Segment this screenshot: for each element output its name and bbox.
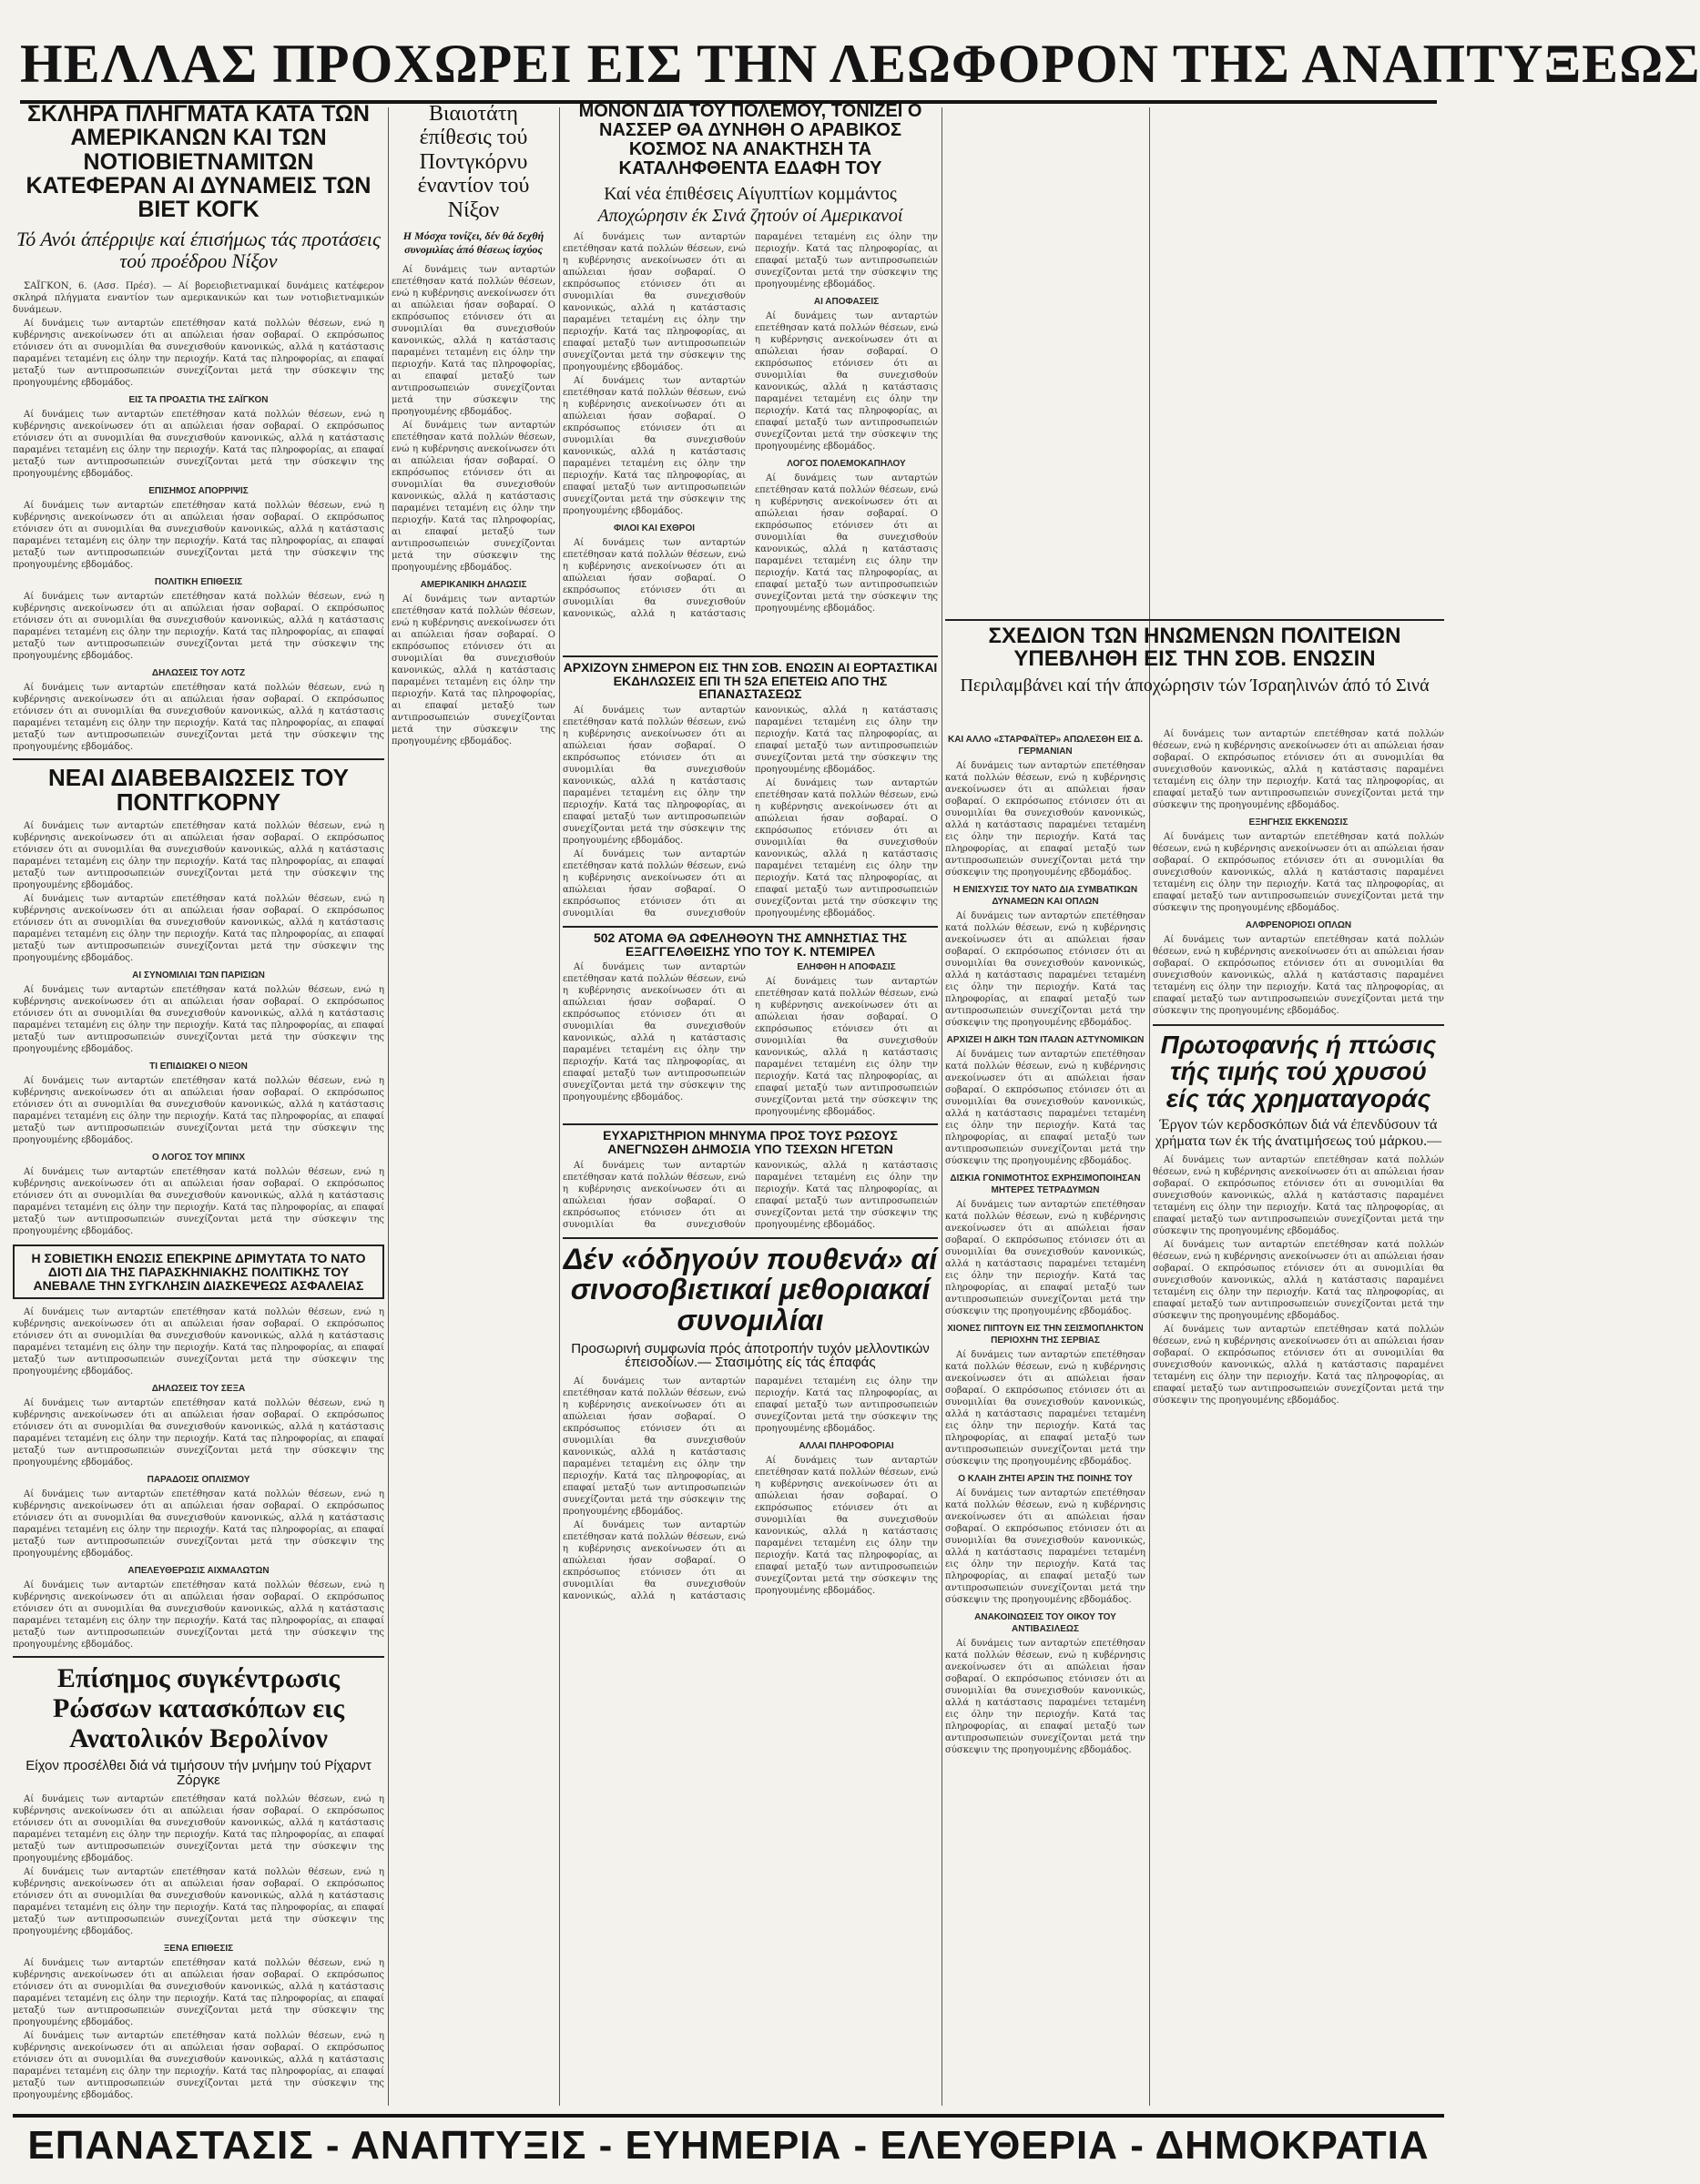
article-paragraph: Αί δυνάμεις των ανταρτών επετέθησαν κατά πολλών θέσεων, ενώ η κυβέρνησις ανεκοίνωσεν ότι αι απώλειαι ήσαν σοβαραί. Ο εκπρόσωπος ετόνισεν ότι αι συνομιλίαι θα συνεχισθούν κανονικώς, αλλά η κατάστασις παραμένει τεταμένη εις όλην την περιοχήν. Κατά τας πληροφορίας, αι επαφαί μεταξύ των αντιπροσωπειών συνεχίζονται μετά την σύσκεψιν της προηγουμένης εβδομάδος. [755,473,938,614]
section-rule [13,1656,384,1658]
section-heading: ΤΙ ΕΠΙΔΙΩΚΕΙ Ο ΝΙΞΟΝ [149,1062,248,1072]
article-paragraph: Αί δυνάμεις των ανταρτών επετέθησαν κατά πολλών θέσεων, ενώ η κυβέρνησις ανεκοίνωσεν ότι αι απώλειαι ήσαν σοβαραί. Ο εκπρόσωπος ετόνισεν ότι αι συνομιλίαι θα συνεχισθούν κανονικώς, αλλά η κατάστασις παραμένει τεταμένη εις όλην την περιοχήν. Κατά τας πληροφορίας, αι επαφαί μεταξύ των αντιπροσωπειών συνεχίζονται μετά την σύσκεψιν της προηγουμένης εβδομάδος. [563,232,746,372]
section-heading: ΞΕΝΑ ΕΠΙΘΕΣΙΣ [163,1943,234,1954]
headline-podgorny-reassurances: ΝΕΑΙ ΔΙΑΒΕΒΑΙΩΣΕΙΣ ΤΟΥ ΠΟΝΤΓΚΟΡΝΥ [47,763,350,816]
article-gold-body [1153,1154,1444,1407]
article-paragraph: Αί δυνάμεις των ανταρτών επετέθησαν κατά πολλών θέσεων, ενώ η κυβέρνησις ανεκοίνωσεν ότι αι απώλειαι ήσαν σοβαραί. Ο εκπρόσωπος ετόνισεν ότι αι συνομιλίαι θα συνεχισθούν κανονικώς, αλλά η κατάστασις παραμένει τεταμένη εις όλην την περιοχήν. Κατά τας πληροφορίας, αι επαφαί μεταξύ των αντιπροσωπειών συνεχίζονται μετά την σύσκεψιν της προηγουμένης εβδομάδος. [392,594,555,747]
section-heading: ΑΜΕΡΙΚΑΝΙΚΗ ΔΗΛΩΣΙΣ [420,579,527,590]
article-paragraph: Αί δυνάμεις των ανταρτών επετέθησαν κατά πολλών θέσεων, ενώ η κυβέρνησις ανεκοίνωσεν ότι αι απώλειαι ήσαν σοβαραί. Ο εκπρόσωπος ετόνισεν ότι αι συνομιλίαι θα συνεχισθούν κανονικώς, αλλά η κατάστασις παραμένει τεταμένη εις όλην την περιοχήν. Κατά τας πληροφορίας, αι επαφαί μεταξύ των αντιπροσωπειών συνεχίζονται μετά την σύσκεψιν της προηγουμένης εβδομάδος. [755,311,938,452]
briefs-body [945,734,1145,1756]
article-paragraph: Αί δυνάμεις των ανταρτών επετέθησαν κατά πολλών θέσεων, ενώ η κυβέρνησις ανεκοίνωσεν ότι αι απώλειαι ήσαν σοβαραί. Ο εκπρόσωπος ετόνισεν ότι αι συνομιλίαι θα συνεχισθούν κανονικώς, αλλά η κατάστασις παραμένει τεταμένη εις όλην την περιοχήν. Κατά τας πληροφορίας, αι επαφαί μεταξύ των αντιπροσωπειών συνεχίζονται μετά την σύσκεψιν της προηγουμένης εβδομάδος. [945,761,1145,878]
article-talks-body [563,1376,938,1602]
headline-soviet-spies: Επίσημος συγκέντρωσις Ρώσσων κατασκόπων εις Ανατολικόν Βερολίνον [53,1663,344,1754]
section-heading: ΑΛΛΑΙ ΠΛΗΡΟΦΟΡΙΑΙ [799,1441,894,1452]
article-paragraph: Αί δυνάμεις των ανταρτών επετέθησαν κατά πολλών θέσεων, ενώ η κυβέρνησις ανεκοίνωσεν ότι αι απώλειαι ήσαν σοβαραί. Ο εκπρόσωπος ετόνισεν ότι αι συνομιλίαι θα συνεχισθούν κανονικώς, αλλά η κατάστασις παραμένει τεταμένη εις όλην την περιοχήν. Κατά τας πληροφορίας, αι επαφαί μεταξύ των αντιπροσωπειών συνεχίζονται μετά την σύσκεψιν της προηγουμένης εβδομάδος. [1153,1325,1444,1407]
section-heading: ΚΑΙ ΑΛΛΟ «ΣΤΑΡΦΑΪΤΕΡ» ΑΠΩΛΕΣΘΗ ΕΙΣ Δ. ΓΕΡΜΑΝΙΑΝ [947,735,1144,757]
column-divider [388,107,389,2106]
page-footer-slogan: ΕΠΑΝΑΣΤΑΣΙΣ - ΑΝΑΠΤΥΞΙΣ - ΕΥΗΜΕΡΙΑ - ΕΛΕΥΘΕΡΙΑ - ΔΗΜΟΚΡΑΤΙΑ [13,2114,1444,2174]
article-paragraph: Αί δυνάμεις των ανταρτών επετέθησαν κατά πολλών θέσεων, ενώ η κυβέρνησις ανεκοίνωσεν ότι αι απώλειαι ήσαν σοβαραί. Ο εκπρόσωπος ετόνισεν ότι αι συνομιλίαι θα συνεχισθούν κανονικώς, αλλά η κατάστασις παραμένει τεταμένη εις όλην την περιοχήν. Κατά τας πληροφορίας, αι επαφαί μεταξύ των αντιπροσωπειών συνεχίζονται μετά την σύσκεψιν της προηγουμένης εβδομάδος. [13,985,384,1055]
article-paragraph: Αί δυνάμεις των ανταρτών επετέθησαν κατά πολλών θέσεων, ενώ η κυβέρνησις ανεκοίνωσεν ότι αι απώλειαι ήσαν σοβαραί. Ο εκπρόσωπος ετόνισεν ότι αι συνομιλίαι θα συνεχισθούν κανονικώς, αλλά η κατάστασις παραμένει τεταμένη εις όλην την περιοχήν. Κατά τας πληροφορίας, αι επαφαί μεταξύ των αντιπροσωπειών συνεχίζονται μετά την σύσκεψιν της προηγουμένης εβδομάδος. [1153,832,1444,913]
section-heading: ΑΝΑΚΟΙΝΩΣΕΙΣ ΤΟΥ ΟΙΚΟΥ ΤΟΥ ΑΝΤΙΒΑΣΙΛΕΩΣ [974,1612,1116,1634]
article-paragraph: Αί δυνάμεις των ανταρτών επετέθησαν κατά πολλών θέσεων, ενώ η κυβέρνησις ανεκοίνωσεν ότι αι απώλειαι ήσαν σοβαραί. Ο εκπρόσωπος ετόνισεν ότι αι συνομιλίαι θα συνεχισθούν κανονικώς, αλλά η κατάστασις παραμένει τεταμένη εις όλην την περιοχήν. Κατά τας πληροφορίας, αι επαφαί μεταξύ των αντιπροσωπειών συνεχίζονται μετά την σύσκεψιν της προηγουμένης εβδομάδος. [1153,729,1444,810]
section-rule [13,758,384,760]
plan-body [1153,728,1444,1017]
box-nato-criticism [13,1244,384,1299]
article-paragraph: Αί δυνάμεις των ανταρτών επετέθησαν κατά πολλών θέσεων, ενώ η κυβέρνησις ανεκοίνωσεν ότι αι απώλειαι ήσαν σοβαραί. Ο εκπρόσωπος ετόνισεν ότι αι συνομιλίαι θα συνεχισθούν κανονικώς, αλλά η κατάστασις παραμένει τεταμένη εις όλην την περιοχήν. Κατά τας πληροφορίας, αι επαφαί μεταξύ των αντιπροσωπειών συνεχίζονται μετά την σύσκεψιν της προηγουμένης εβδομάδος. [13,821,384,891]
article-paragraph: Αί δυνάμεις των ανταρτών επετέθησαν κατά πολλών θέσεων, ενώ η κυβέρνησις ανεκοίνωσεν ότι αι απώλειαι ήσαν σοβαραί. Ο εκπρόσωπος ετόνισεν ότι αι συνομιλίαι θα συνεχισθούν κανονικώς, αλλά η κατάστασις παραμένει τεταμένη εις όλην την περιοχήν. Κατά τας πληροφορίας, αι επαφαί μεταξύ των αντιπροσωπειών συνεχίζονται μετά την σύσκεψιν της προηγουμένης εβδομάδος. [13,1076,384,1146]
section-heading: ΔΗΛΩΣΕΙΣ ΤΟΥ ΛΟΤΖ [151,667,246,678]
headline-vietnam: ΣΚΛΗΡΑ ΠΛΗΓΜΑΤΑ ΚΑΤΑ ΤΩΝ ΑΜΕΡΙΚΑΝΩΝ ΚΑΙ ΤΩΝ ΝΟΤΙΟΒΙΕΤΝΑΜΙΤΩΝ ΚΑΤΕΦΕΡΑΝ ΑΙ ΔΥΝΑΜΕΙΣ ΤΩΝ ΒΙΕΤ ΚΟΓΚ [25,101,372,222]
section-heading: ΛΟΓΟΣ ΠΟΛΕΜΟΚΑΠΗΛΟΥ [787,459,906,469]
article-thanks-body [563,1160,938,1232]
headline-gold-price: Πρωτοφανής ή πτώσις τής τιμής τού χρυσού είς τάς χρηματαγοράς [1153,1024,1444,1112]
article-paragraph: Αί δυνάμεις των ανταρτών επετέθησαν κατά πολλών θέσεων, ενώ η κυβέρνησις ανεκοίνωσεν ότι αι απώλειαι ήσαν σοβαραί. Ο εκπρόσωπος ετόνισεν ότι αι συνομιλίαι θα συνεχισθούν κανονικώς, αλλά η κατάστασις παραμένει τεταμένη εις όλην την περιοχήν. Κατά τας πληροφορίας, αι επαφαί μεταξύ των αντιπροσωπειών συνεχίζονται μετά την σύσκεψιν της προηγουμένης εβδομάδος. [13,682,384,752]
column-vietnam [13,102,384,2111]
section-heading: ΠΑΡΑΔΟΣΙΣ ΟΠΛΙΣΜΟΥ [147,1475,250,1486]
column-nasser [563,101,938,619]
article-paragraph: Αί δυνάμεις των ανταρτών επετέθησαν κατά πολλών θέσεων, ενώ η κυβέρνησις ανεκοίνωσεν ότι αι απώλειαι ήσαν σοβαραί. Ο εκπρόσωπος ετόνισεν ότι αι συνομιλίαι θα συνεχισθούν κανονικώς, αλλά η κατάστασις παραμένει τεταμένη εις όλην την περιοχήν. Κατά τας πληροφορίας, αι επαφαί μεταξύ των αντιπροσωπειών συνεχίζονται μετά την σύσκεψιν της προηγουμένης εβδομάδος. [1153,1240,1444,1322]
section-heading: ΑΡΧΙΖΕΙ Η ΔΙΚΗ ΤΩΝ ΙΤΑΛΩΝ ΑΣΤΥΝΟΜΙΚΩΝ [946,1035,1145,1045]
section-heading: ΕΛΗΦΘΗ Η ΑΠΟΦΑΣΙΣ [797,962,896,973]
article-paragraph: Αί δυνάμεις των ανταρτών επετέθησαν κατά πολλών θέσεων, ενώ η κυβέρνησις ανεκοίνωσεν ότι αι απώλειαι ήσαν σοβαραί. Ο εκπρόσωπος ετόνισεν ότι αι συνομιλίαι θα συνεχισθούν κανονικώς, αλλά η κατάστασις παραμένει τεταμένη εις όλην την περιοχήν. Κατά τας πληροφορίας, αι επαφαί μεταξύ των αντιπροσωπειών συνεχίζονται μετά την σύσκεψιν της προηγουμένης εβδομάδος. [13,1793,384,1864]
section-heading: ΦΙΛΟΙ ΚΑΙ ΕΧΘΡΟΙ [613,523,696,533]
article-podgorny-attack-body [392,264,555,747]
article-paragraph: Αί δυνάμεις των ανταρτών επετέθησαν κατά πολλών θέσεων, ενώ η κυβέρνησις ανεκοίνωσεν ότι αι απώλειαι ήσαν σοβαραί. Ο εκπρόσωπος ετόνισεν ότι αι συνομιλίαι θα συνεχισθούν κανονικώς, αλλά η κατάστασις παραμένει τεταμένη εις όλην την περιοχήν. Κατά τας πληροφορίας, αι επαφαί μεταξύ των αντιπροσωπειών συνεχίζονται μετά την σύσκεψιν της προηγουμένης εβδομάδος. [563,1160,938,1230]
article-paragraph: Αί δυνάμεις των ανταρτών επετέθησαν κατά πολλών θέσεων, ενώ η κυβέρνησις ανεκοίνωσεν ότι αι απώλειαι ήσαν σοβαραί. Ο εκπρόσωπος ετόνισεν ότι αι συνομιλίαι θα συνεχισθούν κανονικώς, αλλά η κατάστασις παραμένει τεταμένη εις όλην την περιοχήν. Κατά τας πληροφορίας, αι επαφαί μεταξύ των αντιπροσωπειών συνεχίζονται μετά την σύσκεψιν της προηγουμένης εβδομάδος. [13,591,384,661]
article-paragraph: Αί δυνάμεις των ανταρτών επετέθησαν κατά πολλών θέσεων, ενώ η κυβέρνησις ανεκοίνωσεν ότι αι απώλειαι ήσαν σοβαραί. Ο εκπρόσωπος ετόνισεν ότι αι συνομιλίαι θα συνεχισθούν κανονικώς, αλλά η κατάστασις παραμένει τεταμένη εις όλην την περιοχήν. Κατά τας πληροφορίας, αι επαφαί μεταξύ των αντιπροσωπειών συνεχίζονται μετά την σύσκεψιν της προηγουμένης εβδομάδος. [13,1489,384,1559]
article-paragraph: Αί δυνάμεις των ανταρτών επετέθησαν κατά πολλών θέσεων, ενώ η κυβέρνησις ανεκοίνωσεν ότι αι απώλειαι ήσαν σοβαραί. Ο εκπρόσωπος ετόνισεν ότι αι συνομιλίαι θα συνεχισθούν κανονικώς, αλλά η κατάστασις παραμένει τεταμένη εις όλην την περιοχήν. Κατά τας πληροφορίας, αι επαφαί μεταξύ των αντιπροσωπειών συνεχίζονται μετά την σύσκεψιν της προηγουμένης εβδομάδος. [755,778,938,919]
article-paragraph: Αί δυνάμεις των ανταρτών επετέθησαν κατά πολλών θέσεων, ενώ η κυβέρνησις ανεκοίνωσεν ότι αι απώλειαι ήσαν σοβαραί. Ο εκπρόσωπος ετόνισεν ότι αι συνομιλίαι θα συνεχισθούν κανονικώς, αλλά η κατάστασις παραμένει τεταμένη εις όλην την περιοχήν. Κατά τας πληροφορίας, αι επαφαί μεταξύ των αντιπροσωπειών συνεχίζονται μετά την σύσκεψιν της προηγουμένης εβδομάδος. [945,911,1145,1028]
section-heading: ΔΗΛΩΣΕΙΣ ΤΟΥ ΣΕΞΑ [151,1384,246,1395]
section-heading: ΧΙΟΝΕΣ ΠΙΠΤΟΥΝ ΕΙΣ ΤΗΝ ΣΕΙΣΜΟΠΛΗΚΤΟΝ ΠΕΡΙΟΧΗΝ ΤΗΣ ΣΕΡΒΙΑΣ [947,1324,1144,1346]
block-us-plan [945,619,1444,696]
subhead-sinai-withdrawal: Αποχώρησιν έκ Σινά ζητούν οί Αμερικανοί [597,206,903,226]
article-nato-body [13,1306,384,1651]
section-heading: ΠΟΛΙΤΙΚΗ ΕΠΙΘΕΣΙΣ [154,576,243,587]
column-gold [1153,728,1444,2111]
section-heading: Ο ΛΟΓΟΣ ΤΟΥ ΜΠΙΝΧ [151,1153,246,1163]
subhead-nasser-commandos: Καί νέα έπιθέσεις Αίγυπτίων κομμάντος [604,184,897,204]
column-briefs [945,728,1145,2111]
column-divider [1149,107,1150,2106]
headline-demirel-amnesty: 502 ΑΤΟΜΑ ΘΑ ΩΦΕΛΗΘΟΥΝ ΤΗΣ ΑΜΝΗΣΤΙΑΣ ΤΗΣ ΕΞΑΓΓΕΛΘΕΙΣΗΣ ΥΠΟ ΤΟΥ Κ. ΝΤΕΜΙΡΕΛ [563,926,938,958]
section-heading: ΔΙΣΚΙΑ ΓΟΝΙΜΟΤΗΤΟΣ ΕΧΡΗΣΙΜΟΠΟΙΗΣΑΝ ΜΗΤΕΡΕΣ ΤΕΤΡΑΔΥΜΩΝ [950,1173,1141,1195]
article-paragraph: Αί δυνάμεις των ανταρτών επετέθησαν κατά πολλών θέσεων, ενώ η κυβέρνησις ανεκοίνωσεν ότι αι απώλειαι ήσαν σοβαραί. Ο εκπρόσωπος ετόνισεν ότι αι συνομιλίαι θα συνεχισθούν κανονικώς, αλλά η κατάστασις παραμένει τεταμένη εις όλην την περιοχήν. Κατά τας πληροφορίας, αι επαφαί μεταξύ των αντιπροσωπειών συνεχίζονται μετά την σύσκεψιν της προηγουμένης εβδομάδος. [13,409,384,479]
article-paragraph: Αί δυνάμεις των ανταρτών επετέθησαν κατά πολλών θέσεων, ενώ η κυβέρνησις ανεκοίνωσεν ότι αι απώλειαι ήσαν σοβαραί. Ο εκπρόσωπος ετόνισεν ότι αι συνομιλίαι θα συνεχισθούν κανονικώς, αλλά η κατάστασις παραμένει τεταμένη εις όλην την περιοχήν. Κατά τας πληροφορίας, αι επαφαί μεταξύ των αντιπροσωπειών συνεχίζονται μετά την σύσκεψιν της προηγουμένης εβδομάδος. [563,1376,938,1602]
headline-sino-soviet-talks: Δέν «όδηγούν πουθενά» αί σινοσοβιετικαί μεθοριακαί συνομιλίαι [563,1237,938,1336]
subhead-sino-soviet-talks: Προσωρινή συμφωνία πρός άποτροπήν τυχόν μελλοντικών έπεισοδίων.— Στασιμότης είς τάς έπαφάς [571,1340,930,1371]
article-paragraph: Αί δυνάμεις των ανταρτών επετέθησαν κατά πολλών θέσεων, ενώ η κυβέρνησις ανεκοίνωσεν ότι αι απώλειαι ήσαν σοβαραί. Ο εκπρόσωπος ετόνισεν ότι αι συνομιλίαι θα συνεχισθούν κανονικώς, αλλά η κατάστασις παραμένει τεταμένη εις όλην την περιοχήν. Κατά τας πληροφορίας, αι επαφαί μεταξύ των αντιπροσωπειών συνεχίζονται μετά την σύσκεψιν της προηγουμένης εβδομάδος. [1153,935,1444,1016]
headline-czech-thanks: ΕΥΧΑΡΙΣΤΗΡΙΟΝ ΜΗΝΥΜΑ ΠΡΟΣ ΤΟΥΣ ΡΩΣΟΥΣ ΑΝΕΓΝΩΣΘΗ ΔΗΜΟΣΙΑ ΥΠΟ ΤΣΕΧΩΝ ΗΓΕΤΩΝ [563,1123,938,1155]
headline-us-plan: ΣΧΕΔΙΟΝ ΤΩΝ ΗΝΩΜΕΝΩΝ ΠΟΛΙΤΕΙΩΝ ΥΠΕΒΛΗΘΗ ΕΙΣ ΤΗΝ ΣΟΒ. ΕΝΩΣΙΝ [945,619,1444,670]
section-heading: ΕΠΙΣΗΜΟΣ ΑΠΟΡΡΙΨΙΣ [148,485,249,496]
article-paragraph: Αί δυνάμεις των ανταρτών επετέθησαν κατά πολλών θέσεων, ενώ η κυβέρνησις ανεκοίνωσεν ότι αι απώλειαι ήσαν σοβαραί. Ο εκπρόσωπος ετόνισεν ότι αι συνομιλίαι θα συνεχισθούν κανονικώς, αλλά η κατάστασις παραμένει τεταμένη εις όλην την περιοχήν. Κατά τας πληροφορίας, αι επαφαί μεταξύ των αντιπροσωπειών συνεχίζονται μετά την σύσκεψιν της προηγουμένης εβδομάδος. [392,420,555,573]
article-paragraph: Αί δυνάμεις των ανταρτών επετέθησαν κατά πολλών θέσεων, ενώ η κυβέρνησις ανεκοίνωσεν ότι αι απώλειαι ήσαν σοβαραί. Ο εκπρόσωπος ετόνισεν ότι αι συνομιλίαι θα συνεχισθούν κανονικώς, αλλά η κατάστασις παραμένει τεταμένη εις όλην την περιοχήν. Κατά τας πληροφορίας, αι επαφαί μεταξύ των αντιπροσωπειών συνεχίζονται μετά την σύσκεψιν της προηγουμένης εβδομάδος. [755,1456,938,1597]
headline-nasser: ΜΟΝΟΝ ΔΙΑ ΤΟΥ ΠΟΛΕΜΟΥ, ΤΟΝΙΖΕΙ Ο ΝΑΣΣΕΡ ΘΑ ΔΥΝΗΘΗ Ο ΑΡΑΒΙΚΟΣ ΚΟΣΜΟΣ ΝΑ ΑΝΑΚΤΗΣΗ ΤΑ ΚΑΤΑΛΗΦΘΕΝΤΑ ΕΔΑΦΗ ΤΟΥ [578,101,922,178]
section-heading: ΑΠΕΛΕΥΘΕΡΩΣΙΣ ΑΙΧΜΑΛΩΤΩΝ [127,1566,270,1577]
article-paragraph: Αί δυνάμεις των ανταρτών επετέθησαν κατά πολλών θέσεων, ενώ η κυβέρνησις ανεκοίνωσεν ότι αι απώλειαι ήσαν σοβαραί. Ο εκπρόσωπος ετόνισεν ότι αι συνομιλίαι θα συνεχισθούν κανονικώς, αλλά η κατάστασις παραμένει τεταμένη εις όλην την περιοχήν. Κατά τας πληροφορίας, αι επαφαί μεταξύ των αντιπροσωπειών συνεχίζονται μετά την σύσκεψιν της προηγουμένης εβδομάδος. [945,1200,1145,1316]
column-podgorny [392,102,555,2111]
subhead-soviet-spies: Είχον προσέλθει διά νά τιμήσουν τήν μνήμην τού Ρίχαρντ Ζόργκε [25,1758,372,1789]
headline-podgorny-attack: Βιαιοτάτη έπίθεσις τού Ποντγκόρνυ έναντίον τού Νίξον [417,102,530,222]
section-heading: Ο ΚΛΑΙΗ ΖΗΤΕΙ ΑΡΣΙΝ ΤΗΣ ΠΟΙΝΗΣ ΤΟΥ [958,1474,1133,1484]
section-heading: Η ΕΝΙΣΧΥΣΙΣ ΤΟΥ ΝΑΤΟ ΔΙΑ ΣΥΜΒΑΤΙΚΩΝ ΔΥΝΑΜΕΩΝ ΚΑΙ ΟΠΛΩΝ [952,885,1138,907]
article-paragraph: Αί δυνάμεις των ανταρτών επετέθησαν κατά πολλών θέσεων, ενώ η κυβέρνησις ανεκοίνωσεν ότι αι απώλειαι ήσαν σοβαραί. Ο εκπρόσωπος ετόνισεν ότι αι συνομιλίαι θα συνεχισθούν κανονικώς, αλλά η κατάστασις παραμένει τεταμένη εις όλην την περιοχήν. Κατά τας πληροφορίας, αι επαφαί μεταξύ των αντιπροσωπειών συνεχίζονται μετά την σύσκεψιν της προηγουμένης εβδομάδος. [13,2030,384,2100]
section-heading: ΑΛΦΡΕΝΟΡΙΟΣΙ ΟΠΛΩΝ [1245,920,1352,930]
article-paragraph: Αί δυνάμεις των ανταρτών επετέθησαν κατά πολλών θέσεων, ενώ η κυβέρνησις ανεκοίνωσεν ότι αι απώλειαι ήσαν σοβαραί. Ο εκπρόσωπος ετόνισεν ότι αι συνομιλίαι θα συνεχισθούν κανονικώς, αλλά η κατάστασις παραμένει τεταμένη εις όλην την περιοχήν. Κατά τας πληροφορίας, αι επαφαί μεταξύ των αντιπροσωπειών συνεχίζονται μετά την σύσκεψιν της προηγουμένης εβδομάδος. [945,1639,1145,1755]
headline-soviet-celebrations: ΑΡΧΙΖΟΥΝ ΣΗΜΕΡΟΝ ΕΙΣ ΤΗΝ ΣΟΒ. ΕΝΩΣΙΝ ΑΙ ΕΟΡΤΑΣΤΙΚΑΙ ΕΚΔΗΛΩΣΕΙΣ ΕΠΙ ΤΗ 52Α ΕΠΕΤΕΙΩ ΑΠΟ ΤΗΣ ΕΠΑΝΑΣΤΑΣΕΩΣ [563,655,938,701]
article-paragraph: Αί δυνάμεις των ανταρτών επετέθησαν κατά πολλών θέσεων, ενώ η κυβέρνησις ανεκοίνωσεν ότι αι απώλειαι ήσαν σοβαραί. Ο εκπρόσωπος ετόνισεν ότι αι συνομιλίαι θα συνεχισθούν κανονικώς, αλλά η κατάστασις παραμένει τεταμένη εις όλην την περιοχήν. Κατά τας πληροφορίας, αι επαφαί μεταξύ των αντιπροσωπειών συνεχίζονται μετά την σύσκεψιν της προηγουμένης εβδομάδος. [755,977,938,1118]
column-middle [563,655,938,2111]
headline-nato-criticism: Η ΣΟΒΙΕΤΙΚΗ ΕΝΩΣΙΣ ΕΠΕΚΡΙΝΕ ΔΡΙΜΥΤΑΤΑ ΤΟ ΝΑΤΟ ΔΙΟΤΙ ΔΙΑ ΤΗΣ ΠΑΡΑΣΚΗΝΙΑΚΗΣ ΠΟΛΙΤΙΚΗΣ ΤΟΥ ΑΝΕΒΑΛΕ ΤΗΝ ΣΥΓΚΛΗΣΙΝ ΔΙΑΣΚΕΨΕΩΣ ΑΣΦΑΛΕΙΑΣ [31,1251,366,1293]
subhead-gold-price: Έργον τών κερδοσκόπων διά νά έπενδύσουν τά χρήματα των έκ τής άνατιμήσεως τού μάρκου.— [1155,1117,1442,1149]
column-divider [559,107,560,2106]
article-podgorny-body [13,820,384,1237]
subhead-vietnam: Τό Ανόι άπέρριψε καί έπισήμως τάς προτάσεις τού προέδρου Νίξον [16,228,381,273]
article-paragraph: Αί δυνάμεις των ανταρτών επετέθησαν κατά πολλών θέσεων, ενώ η κυβέρνησις ανεκοίνωσεν ότι αι απώλειαι ήσαν σοβαραί. Ο εκπρόσωπος ετόνισεν ότι αι συνομιλίαι θα συνεχισθούν κανονικώς, αλλά η κατάστασις παραμένει τεταμένη εις όλην την περιοχήν. Κατά τας πληροφορίας, αι επαφαί μεταξύ των αντιπροσωπειών συνεχίζονται μετά την σύσκεψιν της προηγουμένης εβδομάδος. [563,706,746,847]
article-paragraph: Αί δυνάμεις των ανταρτών επετέθησαν κατά πολλών θέσεων, ενώ η κυβέρνησις ανεκοίνωσεν ότι αι απώλειαι ήσαν σοβαραί. Ο εκπρόσωπος ετόνισεν ότι αι συνομιλίαι θα συνεχισθούν κανονικώς, αλλά η κατάστασις παραμένει τεταμένη εις όλην την περιοχήν. Κατά τας πληροφορίας, αι επαφαί μεταξύ των αντιπροσωπειών συνεχίζονται μετά την σύσκεψιν της προηγουμένης εβδομάδος. [945,1488,1145,1605]
article-paragraph: Αί δυνάμεις των ανταρτών επετέθησαν κατά πολλών θέσεων, ενώ η κυβέρνησις ανεκοίνωσεν ότι αι απώλειαι ήσαν σοβαραί. Ο εκπρόσωπος ετόνισεν ότι αι συνομιλίαι θα συνεχισθούν κανονικώς, αλλά η κατάστασις παραμένει τεταμένη εις όλην την περιοχήν. Κατά τας πληροφορίας, αι επαφαί μεταξύ των αντιπροσωπειών συνεχίζονται μετά την σύσκεψιν της προηγουμένης εβδομάδος. [1153,1155,1444,1237]
article-nasser-body [563,231,938,620]
article-paragraph: Αί δυνάμεις των ανταρτών επετέθησαν κατά πολλών θέσεων, ενώ η κυβέρνησις ανεκοίνωσεν ότι αι απώλειαι ήσαν σοβαραί. Ο εκπρόσωπος ετόνισεν ότι αι συνομιλίαι θα συνεχισθούν κανονικώς, αλλά η κατάστασις παραμένει τεταμένη εις όλην την περιοχήν. Κατά τας πληροφορίας, αι επαφαί μεταξύ των αντιπροσωπειών συνεχίζονται μετά την σύσκεψιν της προηγουμένης εβδομάδος. [13,1307,384,1377]
article-paragraph: Αί δυνάμεις των ανταρτών επετέθησαν κατά πολλών θέσεων, ενώ η κυβέρνησις ανεκοίνωσεν ότι αι απώλειαι ήσαν σοβαραί. Ο εκπρόσωπος ετόνισεν ότι αι συνομιλίαι θα συνεχισθούν κανονικώς, αλλά η κατάστασις παραμένει τεταμένη εις όλην την περιοχήν. Κατά τας πληροφορίας, αι επαφαί μεταξύ των αντιπροσωπειών συνεχίζονται μετά την σύσκεψιν της προηγουμένης εβδομάδος. [13,318,384,388]
article-amnesty-body [563,961,938,1118]
article-paragraph: Αί δυνάμεις των ανταρτών επετέθησαν κατά πολλών θέσεων, ενώ η κυβέρνησις ανεκοίνωσεν ότι αι απώλειαι ήσαν σοβαραί. Ο εκπρόσωπος ετόνισεν ότι αι συνομιλίαι θα συνεχισθούν κανονικώς, αλλά η κατάστασις παραμένει τεταμένη εις όλην την περιοχήν. Κατά τας πληροφορίας, αι επαφαί μεταξύ των αντιπροσωπειών συνεχίζονται μετά την σύσκεψιν της προηγουμένης εβδομάδος. [563,1376,746,1518]
article-paragraph: Αί δυνάμεις των ανταρτών επετέθησαν κατά πολλών θέσεων, ενώ η κυβέρνησις ανεκοίνωσεν ότι αι απώλειαι ήσαν σοβαραί. Ο εκπρόσωπος ετόνισεν ότι αι συνομιλίαι θα συνεχισθούν κανονικώς, αλλά η κατάστασις παραμένει τεταμένη εις όλην την περιοχήν. Κατά τας πληροφορίας, αι επαφαί μεταξύ των αντιπροσωπειών συνεχίζονται μετά την σύσκεψιν της προηγουμένης εβδομάδος. [563,706,938,919]
article-paragraph: Αί δυνάμεις των ανταρτών επετέθησαν κατά πολλών θέσεων, ενώ η κυβέρνησις ανεκοίνωσεν ότι αι απώλειαι ήσαν σοβαραί. Ο εκπρόσωπος ετόνισεν ότι αι συνομιλίαι θα συνεχισθούν κανονικώς, αλλά η κατάστασις παραμένει τεταμένη εις όλην την περιοχήν. Κατά τας πληροφορίας, αι επαφαί μεταξύ των αντιπροσωπειών συνεχίζονται μετά την σύσκεψιν της προηγουμένης εβδομάδος. [392,264,555,417]
page-banner-headline: ΗΕΛΛΑΣ ΠΡΟΧΩΡΕΙ ΕΙΣ ΤΗΝ ΛΕΩΦΟΡΟΝ ΤΗΣ ΑΝΑΠΤΥΞΕΩΣ [20,27,1437,104]
subhead-podgorny-attack: Η Μόσχα τονίζει, δέν θά δεχθή συνομιλίας άπό θέσεως ίσχύος [402,229,545,256]
article-paragraph: Αί δυνάμεις των ανταρτών επετέθησαν κατά πολλών θέσεων, ενώ η κυβέρνησις ανεκοίνωσεν ότι αι απώλειαι ήσαν σοβαραί. Ο εκπρόσωπος ετόνισεν ότι αι συνομιλίαι θα συνεχισθούν κανονικώς, αλλά η κατάστασις παραμένει τεταμένη εις όλην την περιοχήν. Κατά τας πληροφορίας, αι επαφαί μεταξύ των αντιπροσωπειών συνεχίζονται μετά την σύσκεψιν της προηγουμένης εβδομάδος. [13,1398,384,1468]
article-vietnam-body [13,280,384,753]
article-paragraph: Αί δυνάμεις των ανταρτών επετέθησαν κατά πολλών θέσεων, ενώ η κυβέρνησις ανεκοίνωσεν ότι αι απώλειαι ήσαν σοβαραί. Ο εκπρόσωπος ετόνισεν ότι αι συνομιλίαι θα συνεχισθούν κανονικώς, αλλά η κατάστασις παραμένει τεταμένη εις όλην την περιοχήν. Κατά τας πληροφορίας, αι επαφαί μεταξύ των αντιπροσωπειών συνεχίζονται μετά την σύσκεψιν της προηγουμένης εβδομάδος. [13,1167,384,1237]
article-paragraph: Αί δυνάμεις των ανταρτών επετέθησαν κατά πολλών θέσεων, ενώ η κυβέρνησις ανεκοίνωσεν ότι αι απώλειαι ήσαν σοβαραί. Ο εκπρόσωπος ετόνισεν ότι αι συνομιλίαι θα συνεχισθούν κανονικώς, αλλά η κατάστασις παραμένει τεταμένη εις όλην την περιοχήν. Κατά τας πληροφορίας, αι επαφαί μεταξύ των αντιπροσωπειών συνεχίζονται μετά την σύσκεψιν της προηγουμένης εβδομάδος. [13,1866,384,1936]
article-paragraph: Αί δυνάμεις των ανταρτών επετέθησαν κατά πολλών θέσεων, ενώ η κυβέρνησις ανεκοίνωσεν ότι αι απώλειαι ήσαν σοβαραί. Ο εκπρόσωπος ετόνισεν ότι αι συνομιλίαι θα συνεχισθούν κανονικώς, αλλά η κατάστασις παραμένει τεταμένη εις όλην την περιοχήν. Κατά τας πληροφορίας, αι επαφαί μεταξύ των αντιπροσωπειών συνεχίζονται μετά την σύσκεψιν της προηγουμένης εβδομάδος. [13,894,384,964]
article-celebrations-body [563,705,938,920]
section-heading: ΑΙ ΣΥΝΟΜΙΛΙΑΙ ΤΩΝ ΠΑΡΙΣΙΩΝ [132,970,265,981]
article-paragraph: Αί δυνάμεις των ανταρτών επετέθησαν κατά πολλών θέσεων, ενώ η κυβέρνησις ανεκοίνωσεν ότι αι απώλειαι ήσαν σοβαραί. Ο εκπρόσωπος ετόνισεν ότι αι συνομιλίαι θα συνεχισθούν κανονικώς, αλλά η κατάστασις παραμένει τεταμένη εις όλην την περιοχήν. Κατά τας πληροφορίας, αι επαφαί μεταξύ των αντιπροσωπειών συνεχίζονται μετά την σύσκεψιν της προηγουμένης εβδομάδος. [13,500,384,570]
article-paragraph: Αί δυνάμεις των ανταρτών επετέθησαν κατά πολλών θέσεων, ενώ η κυβέρνησις ανεκοίνωσεν ότι αι απώλειαι ήσαν σοβαραί. Ο εκπρόσωπος ετόνισεν ότι αι συνομιλίαι θα συνεχισθούν κανονικώς, αλλά η κατάστασις παραμένει τεταμένη εις όλην την περιοχήν. Κατά τας πληροφορίας, αι επαφαί μεταξύ των αντιπροσωπειών συνεχίζονται μετά την σύσκεψιν της προηγουμένης εβδομάδος. [563,376,746,516]
article-spies-body [13,1793,384,2101]
article-lead: ΣΑΪΓΚΟΝ, 6. (Ασσ. Πρέσ). — Αί βορειοβιετναμικαί δυνάμεις κατέφερον σκληρά πλήγματα εναντίον των αμερικανικών και των νοτιοβιετναμικών δυνάμεων. [13,280,384,315]
section-heading: ΕΞΗΓΗΣΙΣ ΕΚΚΕΝΩΣΙΣ [1248,818,1349,828]
article-paragraph: Αί δυνάμεις των ανταρτών επετέθησαν κατά πολλών θέσεων, ενώ η κυβέρνησις ανεκοίνωσεν ότι αι απώλειαι ήσαν σοβαραί. Ο εκπρόσωπος ετόνισεν ότι αι συνομιλίαι θα συνεχισθούν κανονικώς, αλλά η κατάστασις παραμένει τεταμένη εις όλην την περιοχήν. Κατά τας πληροφορίας, αι επαφαί μεταξύ των αντιπροσωπειών συνεχίζονται μετά την σύσκεψιν της προηγουμένης εβδομάδος. [13,1957,384,2027]
article-paragraph: Αί δυνάμεις των ανταρτών επετέθησαν κατά πολλών θέσεων, ενώ η κυβέρνησις ανεκοίνωσεν ότι αι απώλειαι ήσαν σοβαραί. Ο εκπρόσωπος ετόνισεν ότι αι συνομιλίαι θα συνεχισθούν κανονικώς, αλλά η κατάστασις παραμένει τεταμένη εις όλην την περιοχήν. Κατά τας πληροφορίας, αι επαφαί μεταξύ των αντιπροσωπειών συνεχίζονται μετά την σύσκεψιν της προηγουμένης εβδομάδος. [13,1580,384,1651]
article-paragraph: Αί δυνάμεις των ανταρτών επετέθησαν κατά πολλών θέσεων, ενώ η κυβέρνησις ανεκοίνωσεν ότι αι απώλειαι ήσαν σοβαραί. Ο εκπρόσωπος ετόνισεν ότι αι συνομιλίαι θα συνεχισθούν κανονικώς, αλλά η κατάστασις παραμένει τεταμένη εις όλην την περιοχήν. Κατά τας πληροφορίας, αι επαφαί μεταξύ των αντιπροσωπειών συνεχίζονται μετά την σύσκεψιν της προηγουμένης εβδομάδος. [945,1350,1145,1467]
article-paragraph: Αί δυνάμεις των ανταρτών επετέθησαν κατά πολλών θέσεων, ενώ η κυβέρνησις ανεκοίνωσεν ότι αι απώλειαι ήσαν σοβαραί. Ο εκπρόσωπος ετόνισεν ότι αι συνομιλίαι θα συνεχισθούν κανονικώς, αλλά η κατάστασις παραμένει τεταμένη εις όλην την περιοχήν. Κατά τας πληροφορίας, αι επαφαί μεταξύ των αντιπροσωπειών συνεχίζονται μετά την σύσκεψιν της προηγουμένης εβδομάδος. [945,1050,1145,1166]
section-heading: ΑΙ ΑΠΟΦΑΣΕΙΣ [813,297,880,307]
subhead-us-plan: Περιλαμβάνει καί τήν άποχώρησιν τών Ίσραηλινών άπό τό Σινά [960,676,1430,696]
article-paragraph: Αί δυνάμεις των ανταρτών επετέθησαν κατά πολλών θέσεων, ενώ η κυβέρνησις ανεκοίνωσεν ότι αι απώλειαι ήσαν σοβαραί. Ο εκπρόσωπος ετόνισεν ότι αι συνομιλίαι θα συνεχισθούν κανονικώς, αλλά η κατάστασις παραμένει τεταμένη εις όλην την περιοχήν. Κατά τας πληροφορίας, αι επαφαί μεταξύ των αντιπροσωπειών συνεχίζονται μετά την σύσκεψιν της προηγουμένης εβδομάδος. [563,962,746,1103]
article-paragraph: Αί δυνάμεις των ανταρτών επετέθησαν κατά πολλών θέσεων, ενώ η κυβέρνησις ανεκοίνωσεν ότι αι απώλειαι ήσαν σοβαραί. Ο εκπρόσωπος ετόνισεν ότι αι συνομιλίαι θα συνεχισθούν κανονικώς, αλλά η κατάστασις παραμένει τεταμένη εις όλην την περιοχήν. Κατά τας πληροφορίας, αι επαφαί μεταξύ των αντιπροσωπειών συνεχίζονται μετά την σύσκεψιν της προηγουμένης εβδομάδος. [563,232,938,619]
section-heading: ΕΙΣ ΤΑ ΠΡΟΑΣΤΙΑ ΤΗΣ ΣΑΪΓΚΟΝ [128,394,269,405]
